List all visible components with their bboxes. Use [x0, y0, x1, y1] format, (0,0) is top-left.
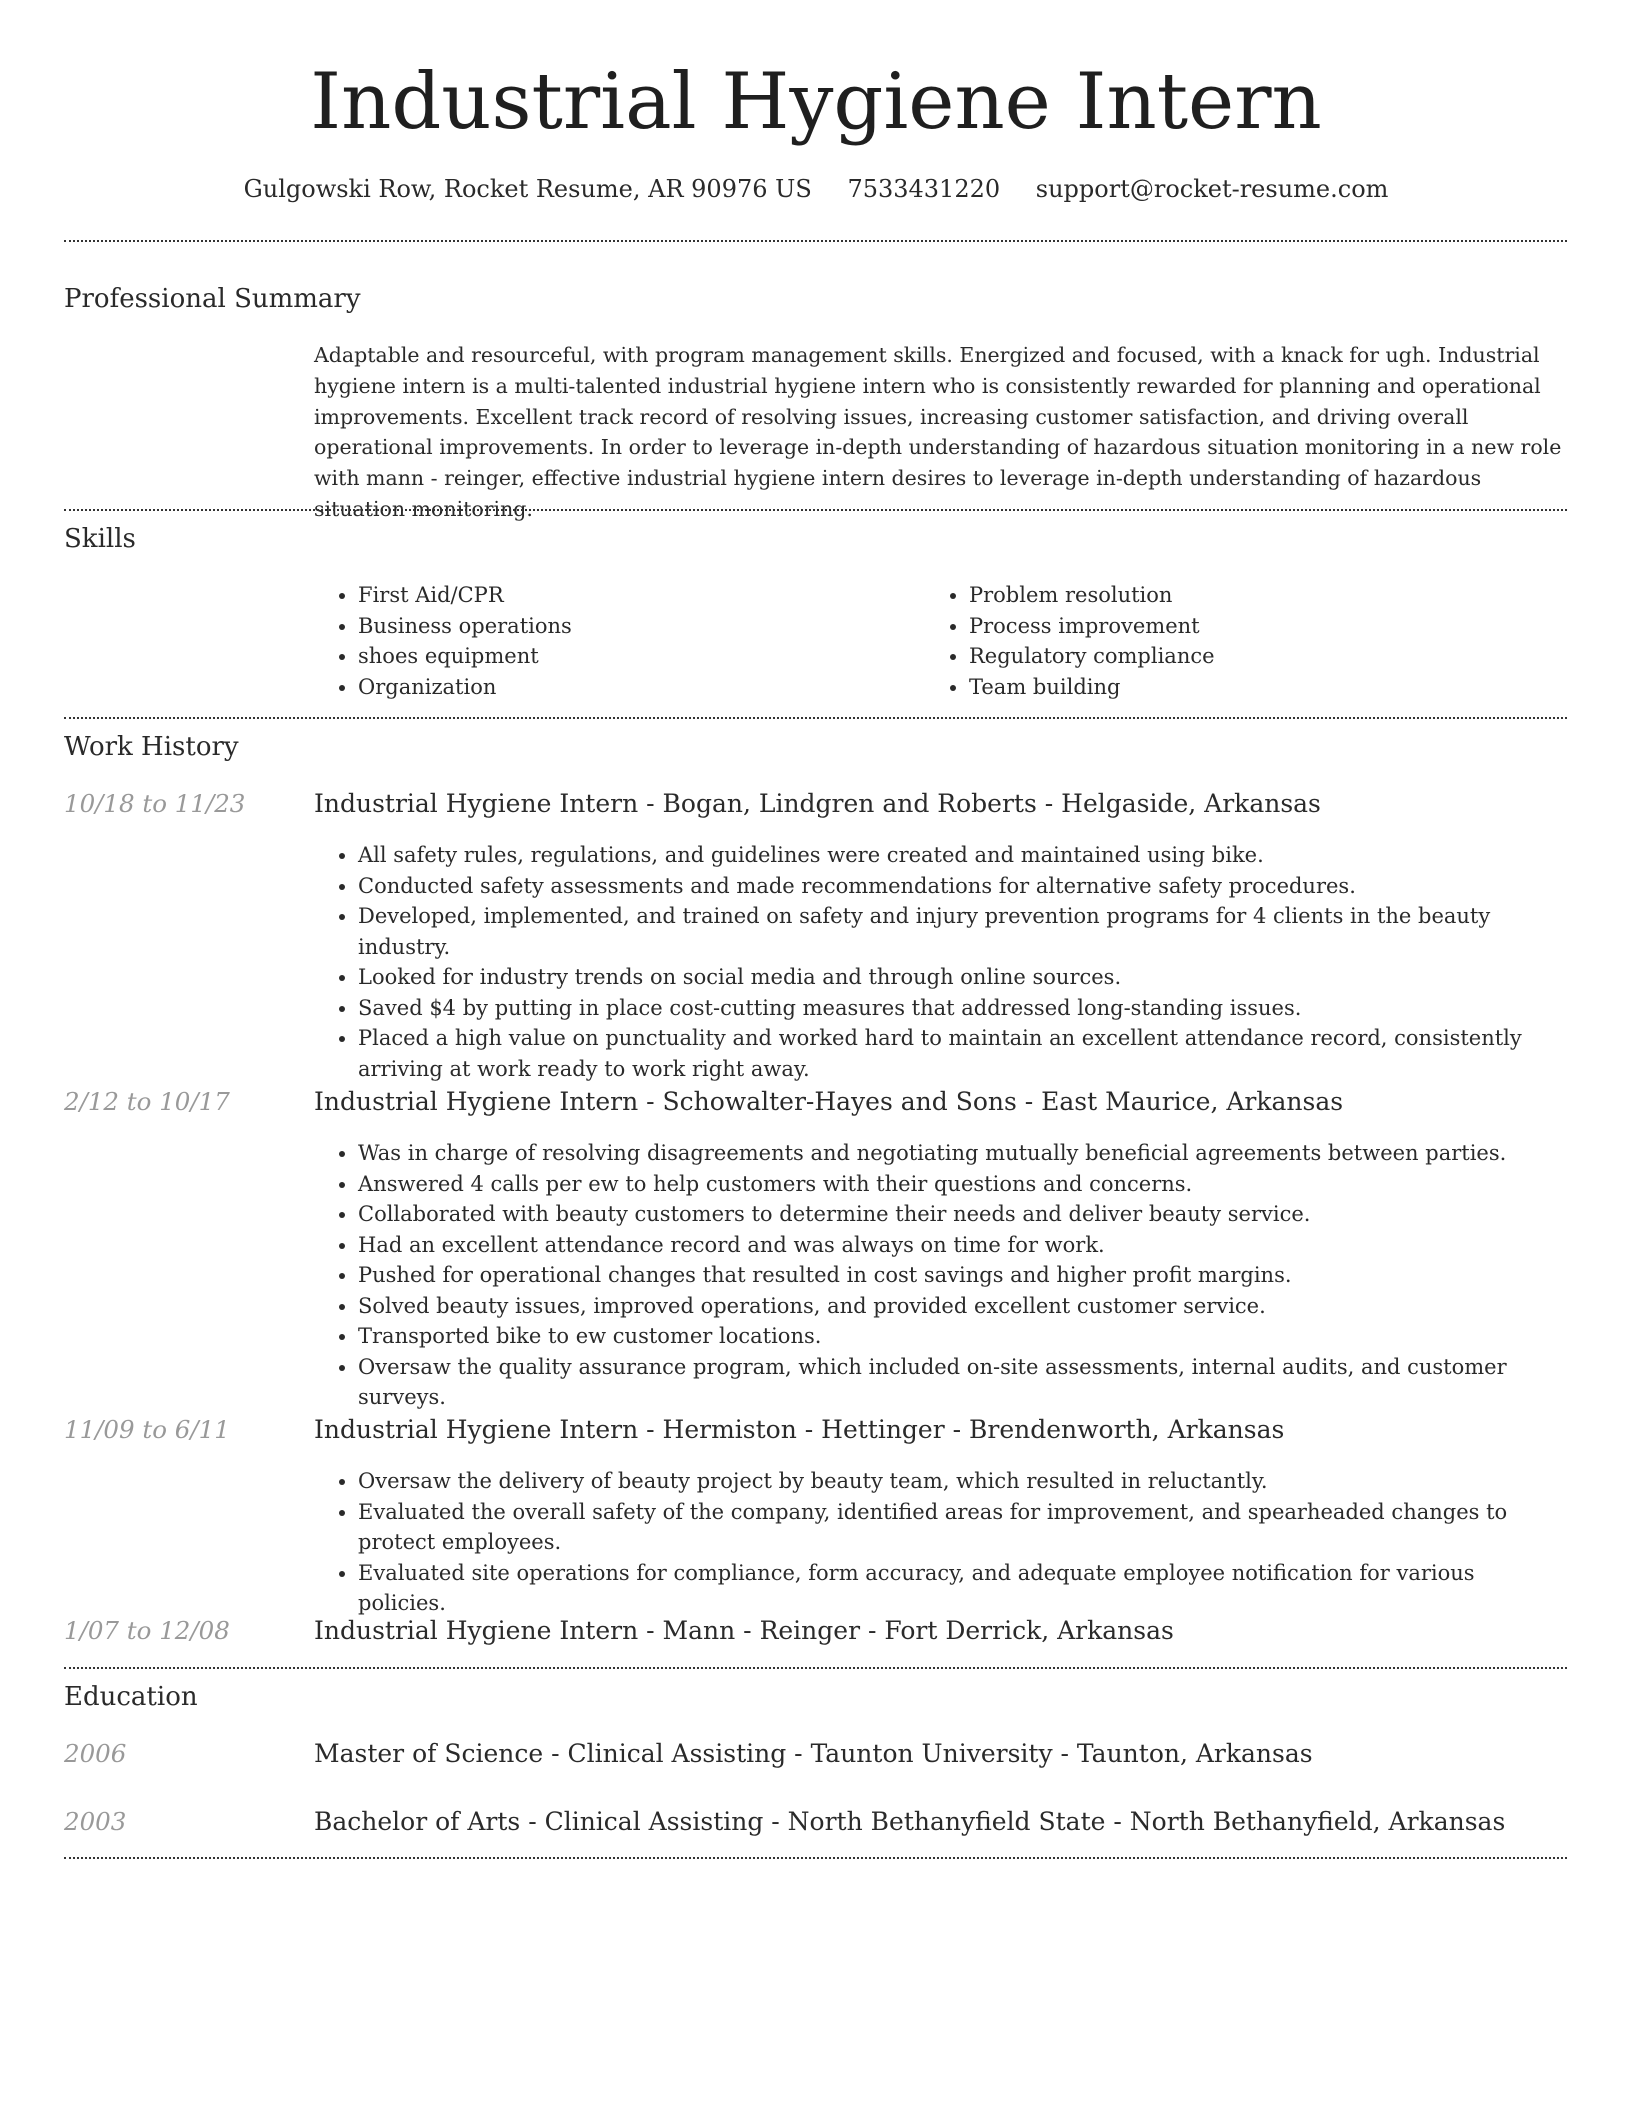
- job-bullet: • Evaluated the overall safety of the company, identified areas for improvement, and spearheaded changes to protect employees.: [358, 1497, 1564, 1558]
- job-bullet: • Conducted safety assessments and made recommendations for alternative safety procedures.: [358, 871, 1564, 902]
- summary-text: Adaptable and resourceful, with program management skills. Energized and focused, with a knack for ugh. Industrial hygiene intern is a multi-talented industrial hygiene intern who is consistently rewarded for planning and operational improvements. Excellent track record of resolving issues, increasing customer satisfaction, and driving overall operational improvements. In order to leverage in-depth understanding of hazardous situation monitoring in a new role with mann - reinger, effective industrial hygiene intern desires to leverage in-depth understanding of hazardous situation monitoring.: [314, 343, 1562, 521]
- job-dates: 10/18 to 11/23: [64, 789, 246, 818]
- job-bullet: • Had an excellent attendance record and was always on time for work.: [358, 1230, 1564, 1261]
- job-bullet: • Placed a high value on punctuality and worked hard to maintain an excellent attendance record, consistently arriving at work ready to work right away.: [358, 1023, 1564, 1084]
- job-dates: 2/12 to 10/17: [64, 1087, 230, 1116]
- section-divider: [64, 1857, 1567, 1859]
- skills-list-left: [314, 580, 874, 702]
- job-bullets: [314, 1138, 1564, 1413]
- job-bullets: [314, 840, 1564, 1084]
- job-title: Industrial Hygiene Intern - Mann - Reinger - Fort Derrick, Arkansas: [314, 1616, 1174, 1645]
- skills-column-right: [925, 580, 1485, 702]
- education-year: 2006: [64, 1739, 127, 1768]
- job-bullet: • Oversaw the quality assurance program, which included on-site assessments, internal audits, and customer surveys.: [358, 1352, 1564, 1413]
- skills-heading: Skills: [64, 524, 136, 554]
- work-history-heading: Work History: [64, 732, 239, 762]
- skill-item: • shoes equipment: [358, 641, 874, 672]
- summary-heading: Professional Summary: [64, 284, 361, 314]
- skill-item: • Regulatory compliance: [969, 641, 1485, 672]
- job-bullet: • All safety rules, regulations, and guidelines were created and maintained using bike.: [358, 840, 1564, 871]
- section-divider: [64, 240, 1567, 242]
- skill-item: • Problem resolution: [969, 580, 1485, 611]
- contact-phone: 7533431220: [847, 175, 1001, 203]
- education-entry: Bachelor of Arts - Clinical Assisting - North Bethanyfield State - North Bethanyfield, Arkansas: [314, 1807, 1506, 1836]
- job-title: Industrial Hygiene Intern - Schowalter-Hayes and Sons - East Maurice, Arkansas: [314, 1087, 1344, 1116]
- job-dates: 1/07 to 12/08: [64, 1616, 230, 1645]
- job-bullet: • Evaluated site operations for compliance, form accuracy, and adequate employee notification for various policies.: [358, 1558, 1564, 1619]
- job-bullets: [314, 1466, 1564, 1619]
- contact-line: [0, 172, 1632, 206]
- section-divider: [64, 717, 1567, 719]
- job-title: Industrial Hygiene Intern - Bogan, Lindgren and Roberts - Helgaside, Arkansas: [314, 789, 1321, 818]
- education-entry: Master of Science - Clinical Assisting - Taunton University - Taunton, Arkansas: [314, 1739, 1313, 1768]
- job-bullet: • Looked for industry trends on social media and through online sources.: [358, 962, 1564, 993]
- job-bullet: • Solved beauty issues, improved operations, and provided excellent customer service.: [358, 1291, 1564, 1322]
- education-year: 2003: [64, 1807, 127, 1836]
- section-divider: [64, 509, 1567, 511]
- job-title: Industrial Hygiene Intern - Hermiston - Hettinger - Brendenworth, Arkansas: [314, 1415, 1285, 1444]
- job-bullet: • Collaborated with beauty customers to determine their needs and deliver beauty service.: [358, 1199, 1564, 1230]
- skill-item: • Business operations: [358, 611, 874, 642]
- job-bullet: • Saved $4 by putting in place cost-cutting measures that addressed long-standing issues.: [358, 993, 1564, 1024]
- job-bullet: • Developed, implemented, and trained on safety and injury prevention programs for 4 clients in the beauty industry.: [358, 901, 1564, 962]
- skill-item: • First Aid/CPR: [358, 580, 874, 611]
- skill-item: • Organization: [358, 672, 874, 703]
- job-dates: 11/09 to 6/11: [64, 1415, 230, 1444]
- skill-item: • Team building: [969, 672, 1485, 703]
- section-divider: [64, 1667, 1567, 1669]
- candidate-name: Industrial Hygiene Intern: [310, 57, 1322, 147]
- contact-address: Gulgowski Row, Rocket Resume, AR 90976 US: [243, 175, 812, 203]
- skills-list-right: [925, 580, 1485, 702]
- job-bullet: • Was in charge of resolving disagreements and negotiating mutually beneficial agreements between parties.: [358, 1138, 1564, 1169]
- job-bullet: • Pushed for operational changes that resulted in cost savings and higher profit margins.: [358, 1260, 1564, 1291]
- job-bullet: • Transported bike to ew customer locations.: [358, 1321, 1564, 1352]
- contact-email: support@rocket-resume.com: [1035, 175, 1389, 203]
- job-bullet: • Answered 4 calls per ew to help customers with their questions and concerns.: [358, 1169, 1564, 1200]
- skill-item: • Process improvement: [969, 611, 1485, 642]
- skills-column-left: [314, 580, 874, 702]
- job-bullet: • Oversaw the delivery of beauty project by beauty team, which resulted in reluctantly.: [358, 1466, 1564, 1497]
- education-heading: Education: [64, 1682, 198, 1712]
